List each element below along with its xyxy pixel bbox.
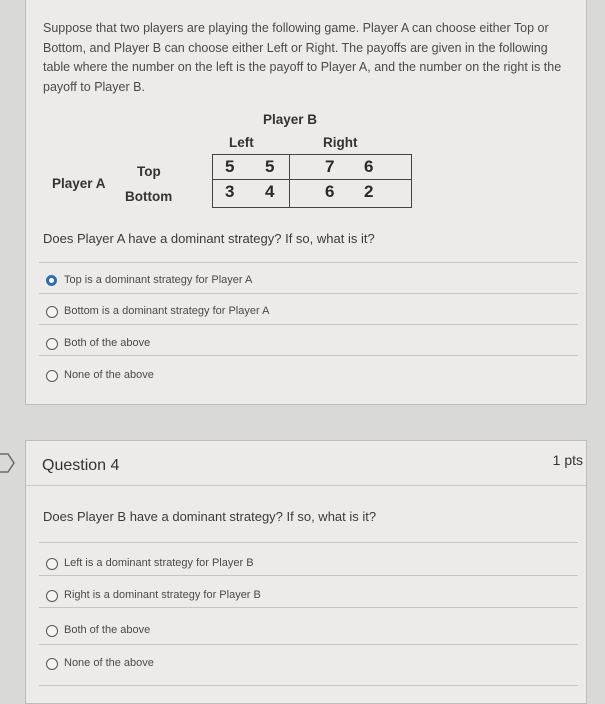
- question-3-card: [25, 0, 587, 405]
- radio-icon[interactable]: [46, 625, 58, 637]
- cell-bottom-left-b: 4: [265, 182, 275, 201]
- option-label: None of the above: [64, 657, 154, 669]
- question-prompt: Suppose that two players are playing the following game. Player A can choose either Top or Bottom, and Player B can choose either Left or Right. The payoffs are given in the following table where the number on the left is the payoff to Player A, and the number on the right is the payoff to Player B.: [43, 21, 562, 94]
- player-b-label: Player B: [263, 112, 318, 127]
- radio-selected-icon[interactable]: [46, 275, 57, 286]
- radio-icon[interactable]: [46, 590, 58, 602]
- option-label: None of the above: [64, 369, 154, 381]
- payoff-grid: [212, 154, 412, 208]
- cell-top-left-b: 5: [265, 157, 275, 176]
- option-label: Both of the above: [64, 624, 151, 636]
- cell-bottom-right-b: 2: [364, 182, 374, 201]
- option-label: Top is a dominant strategy for Player A: [64, 274, 253, 286]
- cell-top-right-b: 6: [364, 157, 374, 176]
- radio-icon[interactable]: [46, 558, 58, 570]
- question-marker-icon: [0, 452, 16, 474]
- player-a-label: Player A: [52, 176, 106, 191]
- cell-top-left-a: 5: [225, 157, 235, 176]
- question-text: Does Player A have a dominant strategy? If so, what is it?: [43, 231, 375, 246]
- column-left-label: Left: [229, 135, 254, 150]
- cell-bottom-left-a: 3: [225, 182, 235, 201]
- column-right-label: Right: [323, 135, 358, 150]
- question-text: Does Player B have a dominant strategy? If so, what is it?: [43, 509, 377, 524]
- option-label: Bottom is a dominant strategy for Player A: [64, 305, 270, 317]
- payoff-table: [26, 108, 426, 218]
- option-label: Right is a dominant strategy for Player B: [64, 589, 261, 601]
- row-bottom-label: Bottom: [125, 189, 173, 204]
- points-label: 1 pts: [552, 452, 583, 468]
- radio-icon[interactable]: [46, 370, 58, 382]
- question-4-card: [25, 440, 587, 704]
- option-label: Left is a dominant strategy for Player B: [64, 557, 254, 569]
- radio-icon[interactable]: [46, 338, 58, 350]
- cell-bottom-right-a: 6: [325, 182, 335, 201]
- question-title: Question 4: [42, 457, 120, 474]
- cell-top-right-a: 7: [325, 157, 335, 176]
- radio-icon[interactable]: [46, 306, 58, 318]
- row-top-label: Top: [137, 164, 161, 179]
- radio-icon[interactable]: [46, 658, 58, 670]
- option-label: Both of the above: [64, 337, 151, 349]
- left-margin: [0, 0, 25, 700]
